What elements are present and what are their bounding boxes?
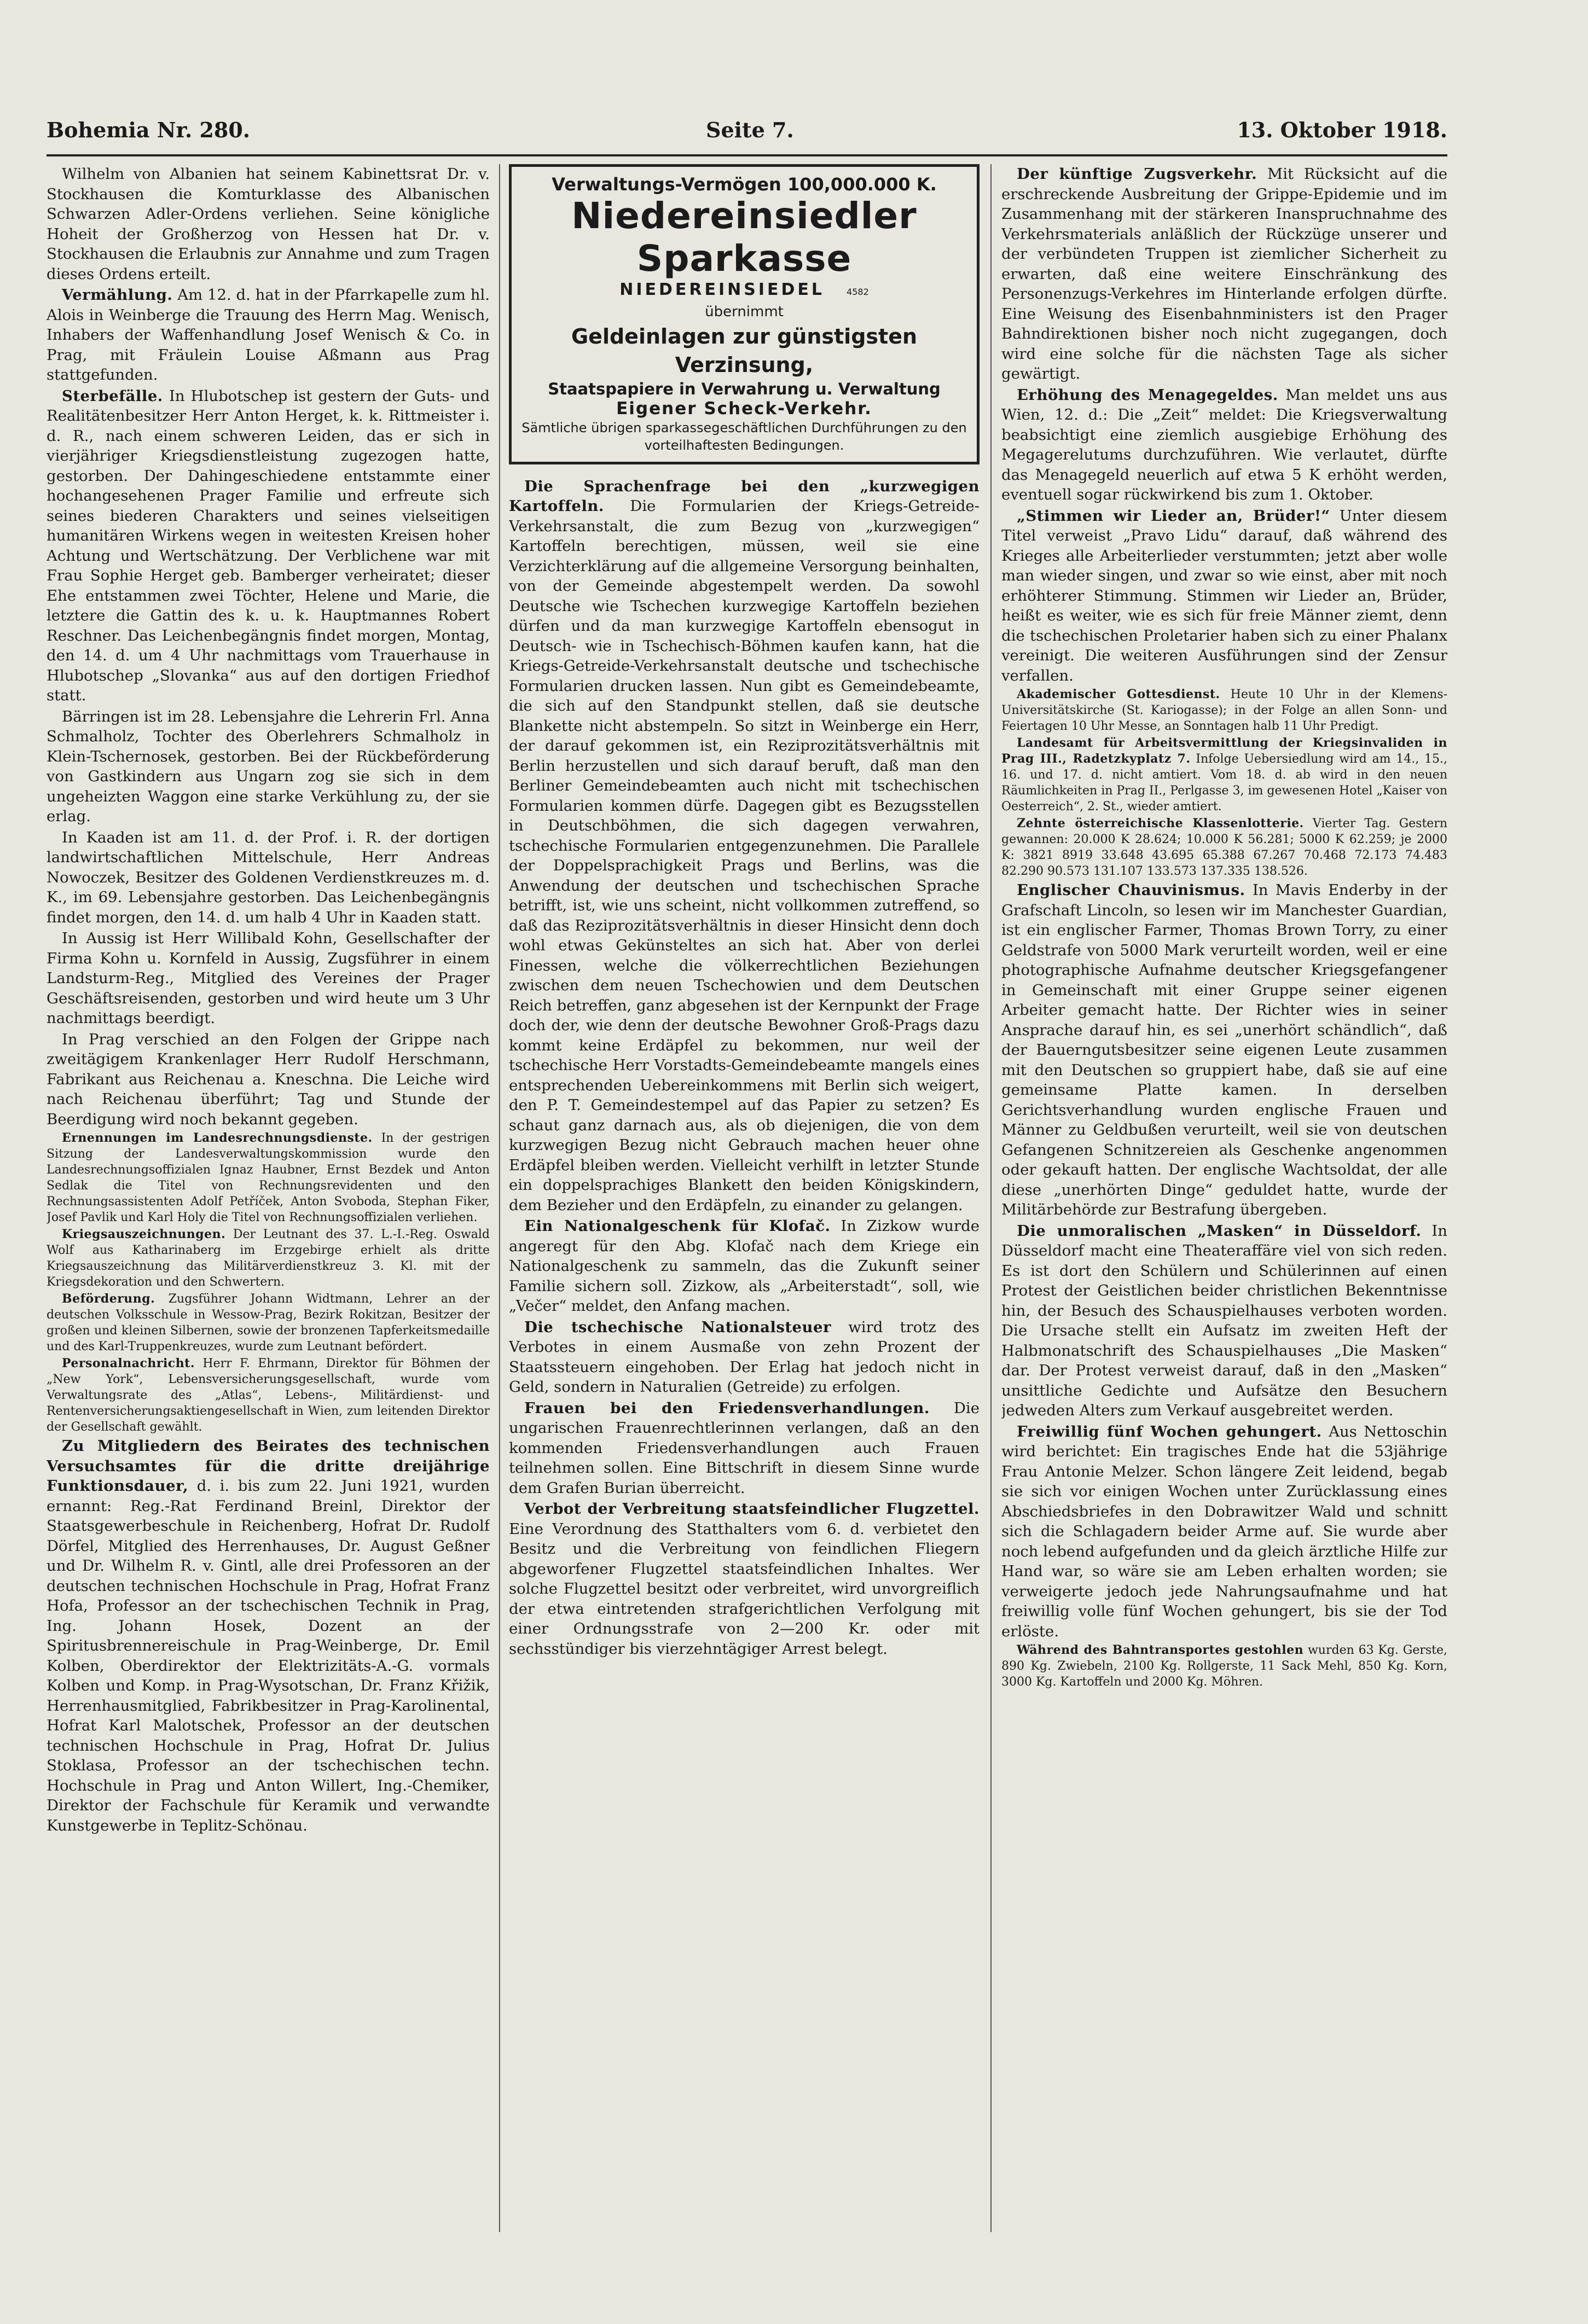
article-text: Wilhelm von Albanien hat seinem Kabinettsrat Dr. v. Stockhausen die Komturklasse des Albanischen Schwarzen Adler-Ordens verliehen. Seine königliche Hoheit der Großherzog von Hessen hat Dr. v. Stockhausen die Erlaubnis zur Annahme und zum Tragen dieses Ordens erteilt. [47, 165, 490, 283]
article-paragraph [47, 828, 490, 928]
article-text: Aus Nettoschin wird berichtet: Ein tragisches Ende hat die 53jährige Frau Antonie Melzer. Schon längere Zeit leidend, begab sie sich vor einigen Wochen unter Zurücklassung eines Abschiedsbriefes in den Dobrawitzer Wald und schnitt sich die Schlagadern beider Arme auf. Sie wurde aber noch lebend aufgefunden und da gleich ärztliche Hilfe zur Hand war, so wäre sie am Leben erhalten worden; sie verweigerte jedoch jede Nahrungsaufnahme und hat freiwillig volle fünf Wochen gehungert, bis sie der Tod erlöste. [1001, 1422, 1447, 1640]
article-text: Der Leutnant des 37. L.-I.-Reg. Oswald Wolf aus Katharinaberg im Erzgebirge erhielt als dritte Kriegsauszeichnung das Militärverdienstkreuz 3. Kl. mit der Kriegsdekoration und den Schwertern. [47, 1228, 490, 1289]
article-heading: Akademischer Gottesdienst. [1017, 687, 1220, 701]
ad-checks: Eigener Scheck-Verkehr. [616, 399, 872, 419]
column-divider [499, 164, 500, 2232]
article-text: Vierter Tag. Gestern gewannen: 20.000 K 28.624; 10.000 K 56.281; 5000 K 62.259; je 2000 K: 3821 8919 33.648 43.695 65.388 67.267 70.468 72.173 74.483 82.290 90.573 131.107 133.573 137.335 138.526. [1001, 817, 1447, 878]
header-issue: Bohemia Nr. 280. [47, 118, 251, 142]
article-paragraph [47, 1227, 490, 1290]
article-heading: Zehnte österreichische Klassenlotterie. [1017, 816, 1304, 830]
article-heading: Sterbefälle. [62, 387, 163, 405]
ad-capital: Verwaltungs-Vermögen 100,000.000 K. [552, 174, 937, 195]
column-1 [47, 164, 490, 2232]
ad-takes: übernimmt [705, 304, 784, 320]
article-heading: Freiwillig fünf Wochen gehungert. [1017, 1422, 1322, 1440]
article-text: In Kaaden ist am 11. d. der Prof. i. R. der dortigen landwirtschaftlichen Mittelschule, Herr Andreas Nowoczek, Besitzer des Goldenen Verdienstkreuzes m. d. K., im 69. Lebensjahre gestorben. Das Leichenbegängnis findet morgen, den 14. d. um halb 4 Uhr in Kaaden statt. [47, 828, 490, 926]
article-paragraph [47, 1356, 490, 1435]
article-paragraph [1001, 506, 1447, 686]
article-heading: Verbot der Verbreitung staatsfeindlicher Flugzettel. [524, 1500, 980, 1518]
page-header [47, 118, 1447, 150]
article-heading: Die Sprachenfrage bei den „kurzwegigen Kartoffeln. [509, 477, 980, 515]
article-heading: Beförderung. [62, 1292, 155, 1306]
article-text: wurden 63 Kg. Gerste, 890 Kg. Zwiebeln, 2100 Kg. Rollgerste, 11 Sack Mehl, 850 Kg. Korn, 3000 Kg. Kartoffeln und 2000 Kg. Möhren. [1001, 1643, 1447, 1689]
article-text: Die ungarischen Frauenrechtlerinnen verlangen, daß an den kommenden Friedensverhandlungen auch Frauen teilnehmen sollen. Eine Bittschrift in diesem Sinne wurde dem Grafen Burian überreicht. [509, 1399, 980, 1497]
article-text: Die Formularien der Kriegs-Getreide-Verkehrsanstalt, die zum Bezug von „kurzwegigen“ Kartoffeln berechtigen, müssen, weil sie eine Verzichterklärung auf die allgemeine Versorgung beinhalten, von der Gemeinde abgestempelt werden. Da sowohl Deutsche wie Tschechen kurzwegige Kartoffeln beziehen dürfen und da man kurzwegige Kartoffeln ebensogut in Deutsch- wie in Tschechisch-Böhmen kaufen kann, hat die Kriegs-Getreide-Verkehrsanstalt deutsche und tschechische Formularien drucken lassen. Nun gibt es Gemeindebeamte, die sich auf den Standpunkt stellen, daß sie deutsche Blankette nicht abstempeln. So sitzt in Weinberge ein Herr, der darauf gekommen ist, ein Reziprozitätsverhältnis mit Berlin herzustellen und sich darauf beruft, daß man den Berliner Gemeindebeamten auch nicht mit tschechischen Formularien kommen dürfe. Dagegen gibt es Bezugsstellen in Deutschböhmen, die sich dagegen verwahren, tschechische Formularien entgegenzunehmen. Die Parallele der Doppelsprachigkeit Prags und Berlins, was die Anwendung der deutschen und tschechischen Sprache betrifft, ist, wie uns scheint, nicht vollkommen zutreffend, so daß das Reziprozitätsverhältnis in dieser Hinsicht denn doch wohl etwas Gekünsteltes an sich hat. Aber von derlei Finessen, welche die völkerrechtlichen Beziehungen zwischen dem neuen Tschechowien und dem Deutschen Reich betreffen, ganz abgesehen ist der Kernpunkt der Frage doch der, wie denn der deutsche Bewohner Groß-Prags dazu kommt keine Erdäpfel zu bekommen, nur weil der tschechische Herr Vorstadts-Gemeindebeamte mangels eines entsprechenden Uebereinkommens mit Berlin sich weigert, den P. T. Gemeindestempel auf das Papier zu setzen? Es schaut ganz darnach aus, als ob diejenigen, die von dem kurzwegigen Bezug nicht Gebrauch machen heuer ohne Erdäpfel bleiben werden. Vielleicht verhilft in letzter Stunde ein doppelsprachiges Blankett den beiden Königskindern, dem Bezieher und den Erdäpfeln, zu einander zu gelangen. [509, 497, 980, 1214]
ad-papers: Staatspapiere in Verwahrung u. Verwaltung [548, 379, 941, 398]
article-heading: Die tschechische Nationalsteuer [524, 1318, 832, 1336]
article-paragraph [47, 164, 490, 284]
article-paragraph [47, 285, 490, 385]
article-heading: Zu Mitgliedern des Beirates des technischen Versuchsamtes für die dritte dreijährige Funktionsdauer, [47, 1437, 490, 1495]
ad-number: 4582 [847, 286, 869, 297]
article-text: In Düsseldorf macht eine Theateraffäre viel von sich reden. Es ist dort den Schülern und Schülerinnen auf einen Protest der Geistlichen beider christlichen Bekenntnisse hin, der Besuch des Schauspielhauses verboten worden. Die Ursache stellt ein Aufsatz im zweiten Heft der Halbmonatschrift des Schauspielhauses „Die Masken“ dar. Der Protest verweist darauf, daß in den „Masken“ unsittliche Gedichte und Aufsätze den Besuchern jedweden Alters zum Verkauf ausgebreitet werden. [1001, 1222, 1447, 1419]
article-text: In Prag verschied an den Folgen der Grippe nach zweitägigem Krankenlager Herr Rudolf Herschmann, Fabrikant aus Reichenau a. Kneschna. Die Leiche wird nach Reichenau überführt; Tag und Stunde der Beerdigung wird noch bekannt gegeben. [47, 1030, 490, 1128]
article-heading: Kriegsauszeichnungen. [62, 1227, 226, 1241]
article-text: In Aussig ist Herr Willibald Kohn, Gesellschafter der Firma Kohn u. Kornfeld in Aussig, Zugsführer in einem Landsturm-Reg., Mitglied des Vereines der Prager Geschäftsreisenden, gestorben und wird heute um 3 Uhr nachmittags beerdigt. [47, 929, 490, 1027]
article-heading: Frauen bei den Friedensverhandlungen. [524, 1399, 930, 1417]
article-heading: Während des Bahntransportes gestohlen [1017, 1643, 1304, 1657]
header-rule [47, 154, 1447, 156]
article-text: Mit Rücksicht auf die erschreckende Ausbreitung der Grippe-Epidemie und im Zusammenhang mit der stärkeren Inanspruchnahme des Verkehrsmaterials anläßlich der Rückzüge unserer und der verbündeten Truppen ist ziemlicher Sicherheit zu erwarten, daß eine weitere Einschränkung des Personenzugs-Verkehres im Hinterlande erfolgen dürfte. Eine Weisung des Eisenbahnministers ist den Prager Bahndirektionen bisher noch nicht zugegangen, doch wird eine solche für die nächsten Tage als sicher gewärtigt. [1001, 165, 1447, 382]
article-heading: Englischer Chauvinismus. [1017, 881, 1245, 899]
article-paragraph [1001, 1642, 1447, 1690]
article-paragraph [1001, 164, 1447, 384]
article-paragraph [1001, 735, 1447, 815]
column-2-articles [509, 477, 980, 1659]
article-paragraph [1001, 880, 1447, 1220]
article-heading: Ein Nationalgeschenk für Klofač. [524, 1217, 831, 1235]
ad-bank-name: Niedereinsiedler Sparkasse [571, 194, 917, 280]
sparkasse-advertisement [509, 164, 980, 464]
article-paragraph [47, 386, 490, 706]
article-paragraph [47, 707, 490, 827]
article-text: Infolge Uebersiedlung wird am 14., 15., 16. und 17. d. nicht amtiert. Vom 18. d. ab wird in den neuen Räumlichkeiten in Prag II., Perlgasse 3, im gewesenen Hotel „Kaiser von Oesterreich“, 2. St., wieder amtiert. [1001, 752, 1447, 814]
article-paragraph [47, 1030, 490, 1130]
article-text: In der gestrigen Sitzung der Landesverwaltungskommission wurde den Landesrechnungsoffizialen Ignaz Haubner, Ernst Bezdek und Anton Sedlak die Titel von Rechnungsrevidenten und den Rechnungsassistenten Adolf Petříček, Anton Svoboda, Stephan Fiker, Josef Pavlik und Karl Holy die Titel von Rechnungsoffizialen verliehen. [47, 1131, 490, 1224]
article-text: In Zizkow wurde angeregt für den Abg. Klofač nach dem Kriege ein Nationalgeschenk zu sammeln, das die Zukunft seiner Familie sichern soll. Zizkow, als „Arbeiterstadt“, soll, wie „Večer“ meldet, den Anfang machen. [509, 1217, 980, 1315]
article-paragraph [509, 477, 980, 1216]
article-heading: Ernennungen im Landesrechnungsdienste. [62, 1131, 373, 1145]
article-paragraph [47, 1291, 490, 1355]
ad-town-name: NIEDEREINSIEDEL [619, 280, 825, 299]
article-paragraph [47, 928, 490, 1029]
article-text: Unter diesem Titel verweist „Pravo Lidu“ darauf, daß während des Krieges alle Arbeiterlieder verstummten; jetzt aber wolle man wieder singen, und zwar so wie einst, aber mit noch erhöhterer Stimmung. Stimmen wir Lieder an, Brüder, heißt es weiter, wie es sich für freie Männer ziemt, denn die tschechischen Proletarier haben sich zu einer Phalanx vereinigt. Die weiteren Ausführungen sind der Zensur verfallen. [1001, 507, 1447, 684]
article-text: Man meldet uns aus Wien, 12. d.: Die „Zeit“ meldet: Die Kriegsverwaltung beabsichtigt eine ziemlich ausgiebige Erhöhung des Megagerelutums durchzuführen. Wie verlautet, dürfte das Menagegeld neuerlich auf etwa 5 K erhöht werden, eventuell sogar rückwirkend bis zum 1. Oktober. [1001, 386, 1447, 503]
article-text: Herr F. Ehrmann, Direktor für Böhmen der „New York“, Lebensversicherungsgesellschaft, wurde vom Verwaltungsrate des „Atlas“, Lebens-, Militärdienst- und Rentenversicherungsaktiengesellschaft in Wien, zum leitenden Direktor der Gesellschaft gewählt. [47, 1357, 490, 1434]
article-text: In Mavis Enderby in der Grafschaft Lincoln, so lesen wir im Manchester Guardian, ist ein englischer Farmer, Thomas Brown Torry, zu einer Geldstrafe von 5000 Mark verurteilt worden, weil er eine photographische Aufnahme deutscher Kriegsgefangener in Gemeinschaft mit einer Gruppe seiner eigenen Arbeiter gemacht hatte. Der Richter wies in seiner Ansprache darauf hin, es sei „unerhört schändlich“, daß der Bauerngutsbesitzer seine eigenen Leute zusammen mit den Deutschen so gruppiert habe, daß sie auf eine gemeinsame Platte kamen. In derselben Gerichtsverhandlung wurden englische Frauen und Männer zu Geldbußen verurteilt, weil sie von deutschen Gefangenen Schnitzereien als Geschenke angenommen oder gekauft hatten. Der englische Wachtsoldat, der alle diese „unerhörten Dinge“ geduldet hatte, wurde der Militärbehörde zur Bestrafung übergeben. [1001, 881, 1447, 1218]
article-heading: Der künftige Zugsverkehr. [1017, 165, 1257, 183]
article-paragraph [509, 1216, 980, 1316]
column-3 [1001, 164, 1447, 2232]
article-paragraph [509, 1317, 980, 1397]
article-paragraph [47, 1436, 490, 1835]
article-heading: Vermählung. [62, 286, 173, 304]
article-text: Eine Verordnung des Statthalters vom 6. d. verbietet den Besitz und die Verbreitung von feindlichen Fliegern abgeworfener Flugzettel staatsfeindlichen Inhaltes. Wer solche Flugzettel besitzt oder verbreitet, wird unvorgreiflich der etwa eintretenden strafgerichtlichen Verfolgung mit einer Ordnungsstrafe von 2—200 Kr. oder mit sechsstündiger bis vierzehntägiger Arrest belegt. [509, 1520, 980, 1658]
article-heading: Erhöhung des Menagegeldes. [1017, 386, 1278, 404]
article-text: Bärringen ist im 28. Lebensjahre die Lehrerin Frl. Anna Schmalholz, Tochter des Oberlehrers Schmalholz in Klein-Tschernosek, gestorben. Bei der Rückbeförderung von Gastkindern aus Ungarn zog sie sich in dem ungeheizten Waggon eine starke Verkühlung zu, der sie erlag. [47, 707, 490, 825]
article-paragraph [509, 1499, 980, 1659]
article-heading: Die unmoralischen „Masken“ in Düsseldorf. [1017, 1222, 1422, 1240]
article-paragraph [47, 1130, 490, 1225]
header-page-number: Seite 7. [706, 118, 794, 142]
ad-others: Sämtliche übrigen sparkassegeschäftlichen Durchführungen zu den vorteilhaftesten Bedingungen. [521, 420, 967, 453]
article-paragraph [1001, 687, 1447, 734]
article-heading: Landesamt für Arbeitsvermittlung der Kriegsinvaliden in Prag III., Radetzkyplatz 7. [1001, 736, 1447, 766]
header-date: 13. Oktober 1918. [1237, 118, 1447, 142]
article-paragraph [1001, 816, 1447, 879]
article-text: Am 12. d. hat in der Pfarrkapelle zum hl. Alois in Weinberge die Trauung des Herrn Mag. Wenisch, Inhabers der Waffenhandlung Josef Wenisch & Co. in Prag, mit Fräulein Louise Aßmann aus Prag stattgefunden. [47, 286, 490, 384]
article-text: d. i. bis zum 22. Juni 1921, wurden ernannt: Reg.-Rat Ferdinand Breinl, Direktor der Staatsgewerbeschule in Reichenberg, Hofrat Dr. Rudolf Dörfel, Mitglied des Herrenhauses, Dr. August Geßner und Dr. Wilhelm R. v. Gintl, alle drei Professoren an der deutschen technischen Hochschule in Prag, Hofrat Franz Hofa, Professor an der tschechischen Technik in Prag, Ing. Johann Hosek, Dozent an der Spiritusbrennereischule in Prag-Weinberge, Dr. Emil Kolben, Oberdirektor der Elektrizitäts-A.-G. vormals Kolben und Komp. in Prag-Wysotschan, Dr. Franz Křižik, Herrenhausmitglied, Fabrikbesitzer in Prag-Karolinental, Hofrat Karl Malotschek, Professor an der deutschen technischen Hochschule in Prag, Hofrat Dr. Julius Stoklasa, Professor an der tschechischen techn. Hochschule in Prag und Anton Willert, Ing.-Chemiker, Direktor der Fachschule für Keramik und verwandte Kunstgewerbe in Teplitz-Schönau. [47, 1477, 490, 1834]
article-heading: Personalnachricht. [62, 1356, 195, 1370]
ad-deposits: Geldeinlagen zur günstigsten Verzinsung, [571, 324, 918, 377]
article-heading: „Stimmen wir Lieder an, Brüder!“ [1017, 507, 1330, 525]
column-divider [990, 164, 992, 2232]
article-text: In Hlubotschep ist gestern der Guts- und Realitätenbesitzer Herr Anton Herget, k. k. Rittmeister i. d. R., nach einem schweren Leiden, das er sich in vierjähriger Kriegsdienstleistung zugezogen hatte, gestorben. Der Dahingeschiedene entstammte einer hochangesehenen Prager Familie und erfreute sich seines biederen Charakters und seines vielseitigen humanitären Wirkens wegen in weitesten Kreisen hoher Achtung und Wertschätzung. Der Verblichene war mit Frau Sophie Herget geb. Bamberger verheiratet; dieser Ehe entstammen zwei Töchter, Helene und Marie, die letztere die Gattin des k. u. k. Hauptmannes Robert Reschner. Das Leichenbegängnis findet morgen, Montag, den 14. d. um 4 Uhr nachmittags vom Trauerhause in Hlubotschep „Slovanka“ aus auf den dortigen Friedhof statt. [47, 387, 490, 704]
ad-town [519, 280, 969, 303]
article-text: Zugsführer Johann Widtmann, Lehrer an der deutschen Volksschule in Wessow-Prag, Bezirk Rokitzan, Besitzer der großen und kleinen Silbernen, sowie der bronzenen Tapferkeitsmedaille und des Karl-Truppenkreuzes, wurde zum Leutnant befördert. [47, 1292, 490, 1353]
column-2 [509, 164, 980, 2232]
article-text: Heute 10 Uhr in der Klemens-Universitätskirche (St. Kariogasse); in der Folge an allen Sonn- und Feiertagen 10 Uhr Messe, an Sonntagen halb 11 Uhr Predigt. [1001, 688, 1447, 733]
article-paragraph [1001, 1221, 1447, 1421]
article-paragraph [1001, 385, 1447, 505]
article-paragraph [509, 1398, 980, 1498]
article-text: wird trotz des Verbotes in einem Ausmaße von zehn Prozent der Staatssteuern eingehoben. Der Erlag hat jedoch nicht in Geld, sondern in Naturalien (Getreide) zu erfolgen. [509, 1318, 980, 1396]
article-paragraph [1001, 1422, 1447, 1642]
